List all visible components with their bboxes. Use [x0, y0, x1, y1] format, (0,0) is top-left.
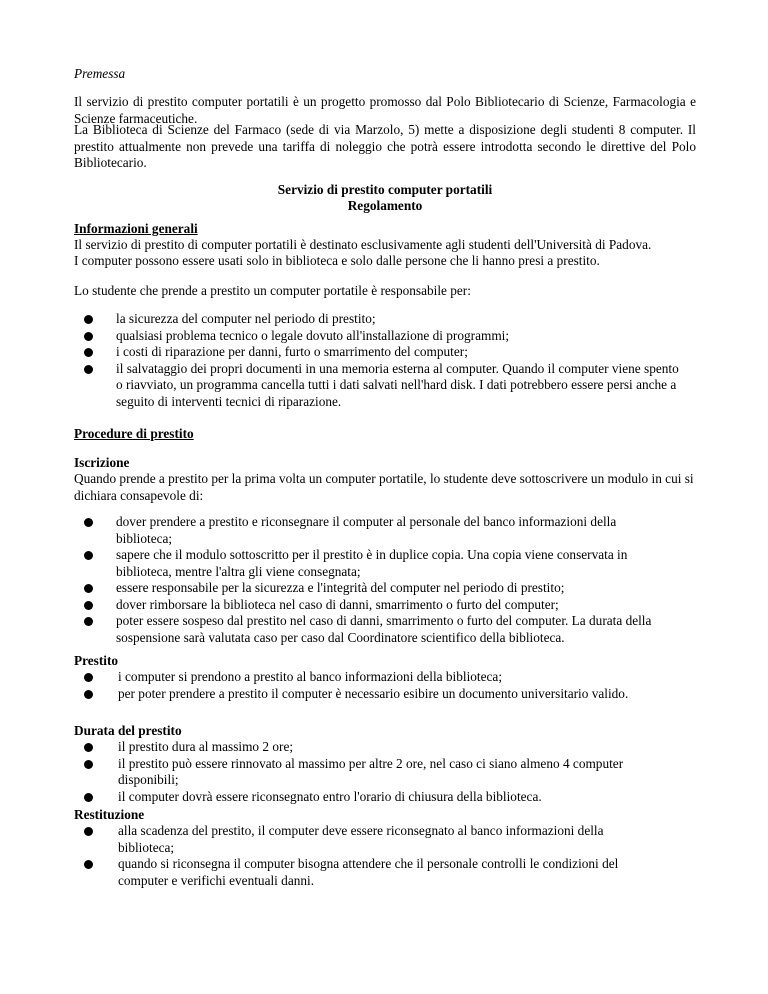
list-item: [74, 547, 664, 580]
list-item: [74, 669, 704, 686]
list-item: [74, 328, 684, 345]
list-item: [74, 613, 664, 646]
list-item: [74, 856, 654, 889]
info-title: [74, 221, 696, 238]
list-item: [74, 580, 664, 597]
durata-title: Durata del prestito: [74, 723, 182, 738]
bullet-icon: [84, 617, 93, 626]
restituzione-list: [74, 823, 654, 889]
list-item: [74, 686, 704, 703]
list-item-text: la sicurezza del computer nel periodo di prestito;: [116, 311, 376, 326]
bullet-icon: [84, 673, 93, 682]
list-item-text: essere responsabile per la sicurezza e l'integrità del computer nel periodo di prestito;: [116, 580, 565, 595]
bullet-icon: [84, 601, 93, 610]
list-item-text: i computer si prendono a prestito al banco informazioni della biblioteca;: [118, 669, 503, 684]
heading-subtitle: Regolamento: [347, 198, 423, 213]
info-list: [74, 311, 684, 410]
list-item-text: il computer dovrà essere riconsegnato entro l'orario di chiusura della biblioteca.: [118, 788, 542, 804]
list-item-text: dover prendere a prestito e riconsegnare il computer al personale del banco informazioni della biblioteca;: [116, 514, 617, 546]
heading-title: Servizio di prestito computer portatili: [277, 182, 493, 197]
list-item-text: alla scadenza del prestito, il computer deve essere riconsegnato al banco informazioni della biblioteca;: [118, 823, 604, 855]
premessa-title: Premessa: [74, 66, 126, 81]
list-item: [74, 597, 664, 614]
list-item: [74, 789, 654, 806]
bullet-icon: [84, 584, 93, 593]
info-line-1: Il servizio di prestito di computer portatili è destinato esclusivamente agli studenti dell'Università di Padova.: [74, 237, 652, 252]
premessa-paragraph-2: La Biblioteca di Scienze del Farmaco (sede di via Marzolo, 5) mette a disposizione degli studenti 8 computer. Il prestito attualmente non prevede una tariffa di noleggio che potrà essere introdotta secondo le direttive del Polo Bibliotecario.: [74, 122, 696, 170]
info-title-text: Informazioni generali: [74, 221, 198, 236]
restituzione-title: Restituzione: [74, 807, 145, 822]
list-item-text: il salvataggio dei propri documenti in una memoria esterna al computer. Quando il computer viene spento o riavviato, un programma cancella tutti i dati salvati nell'hard disk. I dati potrebbero essere persi anche a seguito di interventi tecnici di riparazione.: [116, 360, 679, 409]
bullet-icon: [84, 332, 93, 341]
list-item: [74, 311, 684, 328]
prestito-title: Prestito: [74, 653, 119, 668]
list-item-text: quando si riconsegna il computer bisogna attendere che il personale controlli le condizioni del computer e verifichi eventuali danni.: [118, 856, 619, 888]
durata-list: [74, 739, 654, 805]
list-item: [74, 344, 684, 361]
list-item-text: il prestito dura al massimo 2 ore;: [118, 739, 294, 754]
list-item-text: poter essere sospeso dal prestito nel caso di danni, smarrimento o furto del computer. La durata della sospensione sarà valutata caso per caso dal Coordinatore scientifico della biblioteca.: [116, 613, 652, 645]
iscrizione-list: [74, 514, 664, 646]
info-intro: Lo studente che prende a prestito un computer portatile è responsabile per:: [74, 283, 471, 298]
bullet-icon: [84, 348, 93, 357]
list-item-text: sapere che il modulo sottoscritto per il prestito è in duplice copia. Una copia viene conservata in biblioteca, mentre l'altra gli viene consegnata;: [116, 547, 628, 579]
procedure-title-text: Procedure di prestito: [74, 426, 194, 441]
bullet-icon: [84, 551, 93, 560]
info-line-2: I computer possono essere usati solo in biblioteca e solo dalle persone che li hanno presi a prestito.: [74, 253, 600, 268]
list-item: [74, 739, 654, 756]
list-item-text: dover rimborsare la biblioteca nel caso di danni, smarrimento o furto del computer;: [116, 596, 559, 612]
premessa-paragraph-1: Il servizio di prestito computer portatili è un progetto promosso dal Polo Bibliotecario di Scienze, Farmacologia e Scienze farmaceutiche.: [74, 94, 696, 126]
bullet-icon: [84, 793, 93, 802]
iscrizione-title: Iscrizione: [74, 455, 130, 470]
list-item: [74, 823, 654, 856]
list-item: [74, 361, 684, 411]
bullet-icon: [84, 760, 93, 769]
bullet-icon: [84, 860, 93, 869]
list-item-text: qualsiasi problema tecnico o legale dovuto all'installazione di programmi;: [116, 327, 510, 343]
list-item: [74, 756, 654, 789]
bullet-icon: [84, 365, 93, 374]
bullet-icon: [84, 827, 93, 836]
iscrizione-intro: Quando prende a prestito per la prima volta un computer portatile, lo studente deve sottoscrivere un modulo in cui si dichiara consapevole di:: [74, 471, 694, 503]
bullet-icon: [84, 315, 93, 324]
bullet-icon: [84, 690, 93, 699]
list-item-text: il prestito può essere rinnovato al massimo per altre 2 ore, nel caso ci siano almeno 4 computer disponibili;: [118, 755, 624, 787]
bullet-icon: [84, 518, 93, 527]
bullet-icon: [84, 743, 93, 752]
list-item-text: i costi di riparazione per danni, furto o smarrimento del computer;: [116, 344, 468, 359]
list-item: [74, 514, 664, 547]
prestito-list: [74, 669, 704, 702]
procedure-title: [74, 426, 696, 443]
list-item-text: per poter prendere a prestito il computer è necessario esibire un documento universitario valido.: [118, 685, 629, 701]
